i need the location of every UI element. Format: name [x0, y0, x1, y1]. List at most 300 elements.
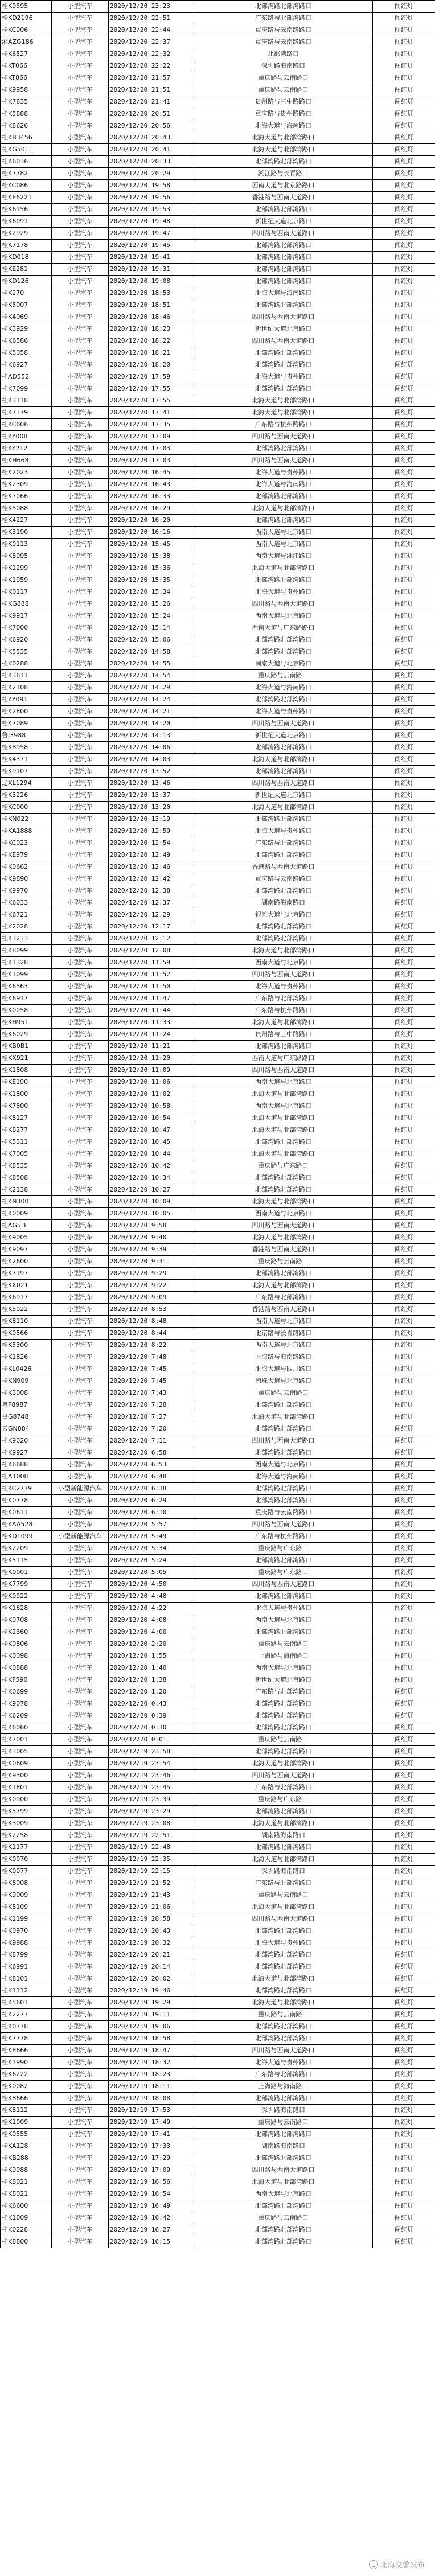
time-cell: 2020/12/19 20:14: [109, 1961, 194, 1973]
table-row: [1, 1937, 435, 1949]
location-cell: 北部湾路北部湾路口: [194, 2224, 373, 2236]
violation-cell: 闯红灯: [373, 2129, 435, 2140]
plate-cell: 桂KD1099: [1, 1531, 52, 1543]
violation-cell: 闯红灯: [373, 2236, 435, 2248]
table-row: [1, 180, 435, 192]
violation-cell: 闯红灯: [373, 1471, 435, 1483]
time-cell: 2020/12/19 20:32: [109, 1937, 194, 1949]
violation-cell: 闯红灯: [373, 1220, 435, 1232]
time-cell: 2020/12/20 12:29: [109, 909, 194, 921]
violation-cell: 闯红灯: [373, 132, 435, 144]
vehicle-type-cell: 小型汽车: [52, 1387, 109, 1399]
location-cell: 北海大道与北部湾路口: [194, 945, 373, 957]
violation-cell: 闯红灯: [373, 108, 435, 120]
plate-cell: 桂K8099: [1, 945, 52, 957]
time-cell: 2020/12/20 0:01: [109, 1734, 194, 1746]
time-cell: 2020/12/20 15:35: [109, 574, 194, 586]
plate-cell: 桂K7197: [1, 1268, 52, 1280]
violation-cell: 闯红灯: [373, 491, 435, 503]
plate-cell: 辽XL1294: [1, 778, 52, 790]
vehicle-type-cell: 小型汽车: [52, 1626, 109, 1638]
table-row: [1, 802, 435, 814]
vehicle-type-cell: 小型汽车: [52, 1913, 109, 1925]
plate-cell: 桂KY212: [1, 443, 52, 455]
time-cell: 2020/12/20 17:59: [109, 371, 194, 383]
vehicle-type-cell: 小型汽车: [52, 1077, 109, 1088]
violation-cell: 闯红灯: [373, 622, 435, 634]
plate-cell: 桂KF590: [1, 1674, 52, 1686]
table-row: [1, 814, 435, 825]
vehicle-type-cell: 小型汽车: [52, 2176, 109, 2188]
vehicle-type-cell: 小型汽车: [52, 706, 109, 718]
time-cell: 2020/12/20 7:20: [109, 1423, 194, 1435]
table-row: [1, 1160, 435, 1172]
vehicle-type-cell: 小型汽车: [52, 1519, 109, 1531]
violation-cell: 闯红灯: [373, 144, 435, 156]
location-cell: 北部湾路北部湾路口: [194, 156, 373, 168]
violation-cell: 闯红灯: [373, 1053, 435, 1065]
time-cell: 2020/12/20 21:41: [109, 96, 194, 108]
location-cell: 北部湾路北部湾路口: [194, 299, 373, 311]
violation-cell: 闯红灯: [373, 323, 435, 335]
time-cell: 2020/12/20 17:03: [109, 443, 194, 455]
vehicle-type-cell: 小型汽车: [52, 192, 109, 204]
time-cell: 2020/12/20 12:59: [109, 825, 194, 837]
vehicle-type-cell: 小型汽车: [52, 84, 109, 96]
location-cell: 北海大道与四川路口: [194, 1363, 373, 1375]
vehicle-type-cell: 小型汽车: [52, 1232, 109, 1244]
plate-cell: 桂K0609: [1, 1758, 52, 1770]
time-cell: 2020/12/20 1:20: [109, 1686, 194, 1698]
table-row: [1, 646, 435, 658]
table-row: [1, 1447, 435, 1459]
location-cell: 广东路与杭州路路口: [194, 419, 373, 431]
table-row: [1, 252, 435, 264]
time-cell: 2020/12/20 18:21: [109, 347, 194, 359]
plate-cell: 桂KG5011: [1, 144, 52, 156]
table-row: [1, 359, 435, 371]
violation-cell: 闯红灯: [373, 1351, 435, 1363]
table-row: [1, 1889, 435, 1901]
time-cell: 2020/12/19 17:41: [109, 2129, 194, 2140]
vehicle-type-cell: 小型汽车: [52, 586, 109, 598]
time-cell: 2020/12/20 12:54: [109, 837, 194, 849]
table-row: [1, 1112, 435, 1124]
vehicle-type-cell: 小型汽车: [52, 1758, 109, 1770]
plate-cell: 桂K8112: [1, 2105, 52, 2117]
vehicle-type-cell: 小型汽车: [52, 1662, 109, 1674]
vehicle-type-cell: 小型汽车: [52, 670, 109, 682]
time-cell: 2020/12/20 7:27: [109, 1411, 194, 1423]
plate-cell: 桂K1112: [1, 1985, 52, 1997]
violation-cell: 闯红灯: [373, 13, 435, 24]
time-cell: 2020/12/19 19:46: [109, 1985, 194, 1997]
vehicle-type-cell: 小型汽车: [52, 1877, 109, 1889]
vehicle-type-cell: 小型汽车: [52, 1925, 109, 1937]
violation-cell: 闯红灯: [373, 2081, 435, 2093]
time-cell: 2020/12/19 23:46: [109, 1770, 194, 1782]
vehicle-type-cell: 小型汽车: [52, 790, 109, 802]
violation-cell: 闯红灯: [373, 1866, 435, 1877]
table-row: [1, 837, 435, 849]
vehicle-type-cell: 小型汽车: [52, 957, 109, 969]
vehicle-type-cell: 小型汽车: [52, 634, 109, 646]
time-cell: 2020/12/20 11:24: [109, 1029, 194, 1041]
vehicle-type-cell: 小型汽车: [52, 2093, 109, 2105]
location-cell: 北海大道与北部湾路口: [194, 1818, 373, 1830]
time-cell: 2020/12/20 11:47: [109, 993, 194, 1005]
location-cell: 四川路与西南大道路口: [194, 1435, 373, 1447]
location-cell: 北部湾路北部湾路口: [194, 1925, 373, 1937]
location-cell: 北海大道与海南路口: [194, 682, 373, 694]
time-cell: 2020/12/20 13:20: [109, 802, 194, 814]
table-row: [1, 1854, 435, 1866]
violation-cell: 闯红灯: [373, 60, 435, 72]
vehicle-type-cell: 小型汽车: [52, 24, 109, 36]
table-row: [1, 1077, 435, 1088]
vehicle-type-cell: 小型汽车: [52, 1866, 109, 1877]
vehicle-type-cell: 小型汽车: [52, 168, 109, 180]
vehicle-type-cell: 小型汽车: [52, 264, 109, 276]
violation-cell: 闯红灯: [373, 1, 435, 13]
table-row: [1, 562, 435, 574]
table-row: [1, 1220, 435, 1232]
violation-cell: 闯红灯: [373, 1340, 435, 1351]
violation-cell: 闯红灯: [373, 1100, 435, 1112]
time-cell: 2020/12/20 22:44: [109, 24, 194, 36]
time-cell: 2020/12/20 11:44: [109, 1005, 194, 1017]
table-row: [1, 1351, 435, 1363]
time-cell: 2020/12/19 18:32: [109, 2057, 194, 2069]
time-cell: 2020/12/20 5:57: [109, 1519, 194, 1531]
table-row: [1, 730, 435, 742]
violation-cell: 闯红灯: [373, 383, 435, 395]
table-row: [1, 264, 435, 276]
time-cell: 2020/12/20 19:31: [109, 264, 194, 276]
violation-cell: 闯红灯: [373, 371, 435, 383]
plate-cell: 桂K6036: [1, 156, 52, 168]
vehicle-type-cell: 小型汽车: [52, 694, 109, 706]
plate-cell: 桂K3190: [1, 527, 52, 539]
location-cell: 四川路与西南大道路口: [194, 1065, 373, 1077]
time-cell: 2020/12/20 13:52: [109, 766, 194, 778]
violation-cell: 闯红灯: [373, 96, 435, 108]
violation-cell: 闯红灯: [373, 1077, 435, 1088]
plate-cell: 桂K5088: [1, 503, 52, 515]
location-cell: 北海大道与贵州路口: [194, 1603, 373, 1614]
violation-cell: 闯红灯: [373, 790, 435, 802]
time-cell: 2020/12/19 20:21: [109, 1949, 194, 1961]
vehicle-type-cell: 小型汽车: [52, 2152, 109, 2164]
vehicle-type-cell: 小型汽车: [52, 347, 109, 359]
vehicle-type-cell: 小型汽车: [52, 539, 109, 550]
violation-cell: 闯红灯: [373, 168, 435, 180]
time-cell: 2020/12/20 14:55: [109, 658, 194, 670]
vehicle-type-cell: 小型汽车: [52, 1985, 109, 1997]
violation-cell: 闯红灯: [373, 252, 435, 264]
location-cell: 西南大道与北京路口: [194, 1100, 373, 1112]
violation-cell: 闯红灯: [373, 562, 435, 574]
location-cell: 北部湾路北部湾路口: [194, 264, 373, 276]
plate-cell: 桂K3611: [1, 670, 52, 682]
vehicle-type-cell: 小型汽车: [52, 1292, 109, 1304]
time-cell: 2020/12/20 14:29: [109, 682, 194, 694]
table-row: [1, 1603, 435, 1614]
vehicle-type-cell: 小型汽车: [52, 802, 109, 814]
table-row: [1, 13, 435, 24]
time-cell: 2020/12/20 4:22: [109, 1603, 194, 1614]
plate-cell: 粤F8987: [1, 1399, 52, 1411]
vehicle-type-cell: 小型汽车: [52, 574, 109, 586]
table-row: [1, 1973, 435, 1985]
vehicle-type-cell: 小型汽车: [52, 1710, 109, 1722]
table-row: [1, 2152, 435, 2164]
location-cell: 北海大道与贵州路口: [194, 467, 373, 479]
vehicle-type-cell: 小型汽车: [52, 1136, 109, 1148]
location-cell: 北海大道与北部湾路口: [194, 1112, 373, 1124]
violation-cell: 闯红灯: [373, 287, 435, 299]
location-cell: 西南大道与北京路口: [194, 957, 373, 969]
table-row: [1, 311, 435, 323]
violation-cell: 闯红灯: [373, 1447, 435, 1459]
table-row: [1, 1830, 435, 1842]
location-cell: 重庆路与云南路口: [194, 72, 373, 84]
time-cell: 2020/12/20 0:43: [109, 1698, 194, 1710]
location-cell: 西南大道与北京路路口: [194, 180, 373, 192]
plate-cell: 桂K5799: [1, 1806, 52, 1818]
table-row: [1, 1997, 435, 2009]
table-row: [1, 2105, 435, 2117]
violation-cell: 闯红灯: [373, 2152, 435, 2164]
violation-cell: 闯红灯: [373, 1794, 435, 1806]
plate-cell: 桂K7000: [1, 622, 52, 634]
time-cell: 2020/12/20 1:40: [109, 1662, 194, 1674]
violation-cell: 闯红灯: [373, 395, 435, 407]
location-cell: 深圳路海南路口: [194, 60, 373, 72]
plate-cell: 桂K0001: [1, 1567, 52, 1579]
table-row: [1, 1925, 435, 1937]
location-cell: 北海大道与贵州路口: [194, 586, 373, 598]
plate-cell: 桂K8626: [1, 120, 52, 132]
plate-cell: 桂K6091: [1, 216, 52, 228]
violation-cell: 闯红灯: [373, 407, 435, 419]
location-cell: 南京大道与北京路口: [194, 658, 373, 670]
plate-cell: 桂K5007: [1, 299, 52, 311]
table-row: [1, 1567, 435, 1579]
table-row: [1, 1579, 435, 1591]
location-cell: 西南大道与北京路口: [194, 1077, 373, 1088]
vehicle-type-cell: 小型汽车: [52, 1411, 109, 1423]
violation-cell: 闯红灯: [373, 1543, 435, 1555]
time-cell: 2020/12/20 19:08: [109, 276, 194, 287]
plate-cell: 桂K7005: [1, 1148, 52, 1160]
vehicle-type-cell: 小型汽车: [52, 1041, 109, 1053]
vehicle-type-cell: 小型汽车: [52, 1363, 109, 1375]
location-cell: 西南大道与北京路口: [194, 527, 373, 539]
plate-cell: 桂K9107: [1, 766, 52, 778]
vehicle-type-cell: 小型汽车: [52, 204, 109, 216]
violation-cell: 闯红灯: [373, 419, 435, 431]
plate-cell: 桂K0058: [1, 1005, 52, 1017]
violation-cell: 闯红灯: [373, 347, 435, 359]
plate-cell: 桂K6033: [1, 897, 52, 909]
plate-cell: 桂K1009: [1, 2117, 52, 2129]
location-cell: 北部湾路北部湾路口: [194, 1136, 373, 1148]
violation-cell: 闯红灯: [373, 72, 435, 84]
vehicle-type-cell: 小型汽车: [52, 13, 109, 24]
location-cell: 重庆路与广东路口: [194, 1543, 373, 1555]
plate-cell: 桂K7099: [1, 383, 52, 395]
plate-cell: 桂KB0B1: [1, 1041, 52, 1053]
plate-cell: 桂K6209: [1, 1710, 52, 1722]
vehicle-type-cell: 小型汽车: [52, 1220, 109, 1232]
location-cell: 四川路与西南大道路口: [194, 1770, 373, 1782]
time-cell: 2020/12/20 7:11: [109, 1435, 194, 1447]
plate-cell: 桂KY091: [1, 694, 52, 706]
violation-cell: 闯红灯: [373, 2140, 435, 2152]
vehicle-type-cell: 小型汽车: [52, 1459, 109, 1471]
table-row: [1, 658, 435, 670]
table-row: [1, 240, 435, 252]
vehicle-type-cell: 小型汽车: [52, 945, 109, 957]
vehicle-type-cell: 小型汽车: [52, 873, 109, 885]
plate-cell: 桂K5601: [1, 1997, 52, 2009]
vehicle-type-cell: 小型汽车: [52, 1842, 109, 1854]
location-cell: 北部湾路北部湾路口: [194, 1172, 373, 1184]
violation-cell: 闯红灯: [373, 802, 435, 814]
table-row: [1, 1065, 435, 1077]
table-row: [1, 479, 435, 491]
vehicle-type-cell: 小型汽车: [52, 431, 109, 443]
table-row: [1, 706, 435, 718]
location-cell: 北海大道与海南路口: [194, 1471, 373, 1483]
plate-cell: 桂K6600: [1, 2200, 52, 2212]
table-row: [1, 2009, 435, 2021]
location-cell: 北部湾路北部湾路口: [194, 2033, 373, 2045]
time-cell: 2020/12/19 21:06: [109, 1901, 194, 1913]
plate-cell: 桂K8101: [1, 1973, 52, 1985]
time-cell: 2020/12/20 14:20: [109, 718, 194, 730]
time-cell: 2020/12/19 21:52: [109, 1877, 194, 1889]
violation-cell: 闯红灯: [373, 1842, 435, 1854]
time-cell: 2020/12/20 22:32: [109, 48, 194, 60]
vehicle-type-cell: 小型汽车: [52, 515, 109, 527]
violation-cell: 闯红灯: [373, 1507, 435, 1519]
time-cell: 2020/12/19 16:56: [109, 2176, 194, 2188]
time-cell: 2020/12/20 20:51: [109, 108, 194, 120]
table-row: [1, 1961, 435, 1973]
violation-cell: 闯红灯: [373, 754, 435, 766]
plate-cell: 桂K7799: [1, 1579, 52, 1591]
table-row: [1, 527, 435, 539]
plate-cell: 桂K0288: [1, 658, 52, 670]
violation-cell: 闯红灯: [373, 861, 435, 873]
plate-cell: 桂K9300: [1, 1770, 52, 1782]
location-cell: 北部湾路北部湾路口: [194, 634, 373, 646]
vehicle-type-cell: 小型汽车: [52, 1256, 109, 1268]
vehicle-type-cell: 小型汽车: [52, 1029, 109, 1041]
location-cell: 重庆路与云南路口: [194, 670, 373, 682]
time-cell: 2020/12/19 17:33: [109, 2140, 194, 2152]
location-cell: 重庆路与云南路路口: [194, 24, 373, 36]
time-cell: 2020/12/20 22:22: [109, 60, 194, 72]
table-row: [1, 909, 435, 921]
plate-cell: 桂K2138: [1, 1184, 52, 1196]
table-row: [1, 1722, 435, 1734]
time-cell: 2020/12/20 0:30: [109, 1722, 194, 1734]
vehicle-type-cell: 小型汽车: [52, 646, 109, 658]
vehicle-type-cell: 小型汽车: [52, 1638, 109, 1650]
plate-cell: 湘AZG186: [1, 36, 52, 48]
vehicle-type-cell: 小型汽车: [52, 156, 109, 168]
plate-cell: 桂K9958: [1, 84, 52, 96]
time-cell: 2020/12/20 4:48: [109, 1591, 194, 1603]
violation-cell: 闯红灯: [373, 36, 435, 48]
time-cell: 2020/12/20 6:58: [109, 1447, 194, 1459]
location-cell: 四川路与西南大道路口: [194, 1220, 373, 1232]
violation-cell: 闯红灯: [373, 1925, 435, 1937]
violation-cell: 闯红灯: [373, 216, 435, 228]
location-cell: 四川路与西南大道路口: [194, 1913, 373, 1925]
plate-cell: 桂K0778: [1, 2021, 52, 2033]
violation-cell: 闯红灯: [373, 1029, 435, 1041]
violation-cell: 闯红灯: [373, 1758, 435, 1770]
time-cell: 2020/12/20 12:17: [109, 921, 194, 933]
table-row: [1, 1519, 435, 1531]
violation-cell: 闯红灯: [373, 981, 435, 993]
violation-cell: 闯红灯: [373, 264, 435, 276]
plate-cell: 桂K6029: [1, 1029, 52, 1041]
table-row: [1, 1626, 435, 1638]
plate-cell: 桂K1801: [1, 1782, 52, 1794]
plate-cell: 桂K2929: [1, 228, 52, 240]
plate-cell: 桂KH951: [1, 1017, 52, 1029]
plate-cell: 桂K1177: [1, 1842, 52, 1854]
table-row: [1, 2129, 435, 2140]
plate-cell: 桂K0113: [1, 539, 52, 550]
vehicle-type-cell: 小型汽车: [52, 933, 109, 945]
table-row: [1, 1435, 435, 1447]
vehicle-type-cell: 小型汽车: [52, 610, 109, 622]
vehicle-type-cell: 小型汽车: [52, 2164, 109, 2176]
location-cell: 北部湾路北部湾路口: [194, 2152, 373, 2164]
violation-cell: 闯红灯: [373, 1208, 435, 1220]
plate-cell: 桂K5115: [1, 1555, 52, 1567]
violation-cell: 闯红灯: [373, 1603, 435, 1614]
time-cell: 2020/12/20 17:55: [109, 395, 194, 407]
plate-cell: 桂K0070: [1, 1854, 52, 1866]
time-cell: 2020/12/20 15:36: [109, 562, 194, 574]
location-cell: 北部湾路北部湾路口: [194, 2200, 373, 2212]
table-row: [1, 371, 435, 383]
table-row: [1, 694, 435, 706]
location-cell: 西南大道与北京路口: [194, 1208, 373, 1220]
vehicle-type-cell: 小型汽车: [52, 1614, 109, 1626]
violation-cell: 闯红灯: [373, 539, 435, 550]
location-cell: 北部湾路北部湾路口: [194, 1447, 373, 1459]
location-cell: 北海大道与北部湾路口: [194, 144, 373, 156]
table-row: [1, 1375, 435, 1387]
plate-cell: 桂K8110: [1, 1316, 52, 1328]
plate-cell: 桂K6586: [1, 335, 52, 347]
table-row: [1, 790, 435, 802]
vehicle-type-cell: 小型汽车: [52, 909, 109, 921]
vehicle-type-cell: 小型汽车: [52, 1818, 109, 1830]
location-cell: 重庆路与贵州路路口: [194, 108, 373, 120]
table-row: [1, 36, 435, 48]
violation-cell: 闯红灯: [373, 1626, 435, 1638]
table-row: [1, 407, 435, 419]
